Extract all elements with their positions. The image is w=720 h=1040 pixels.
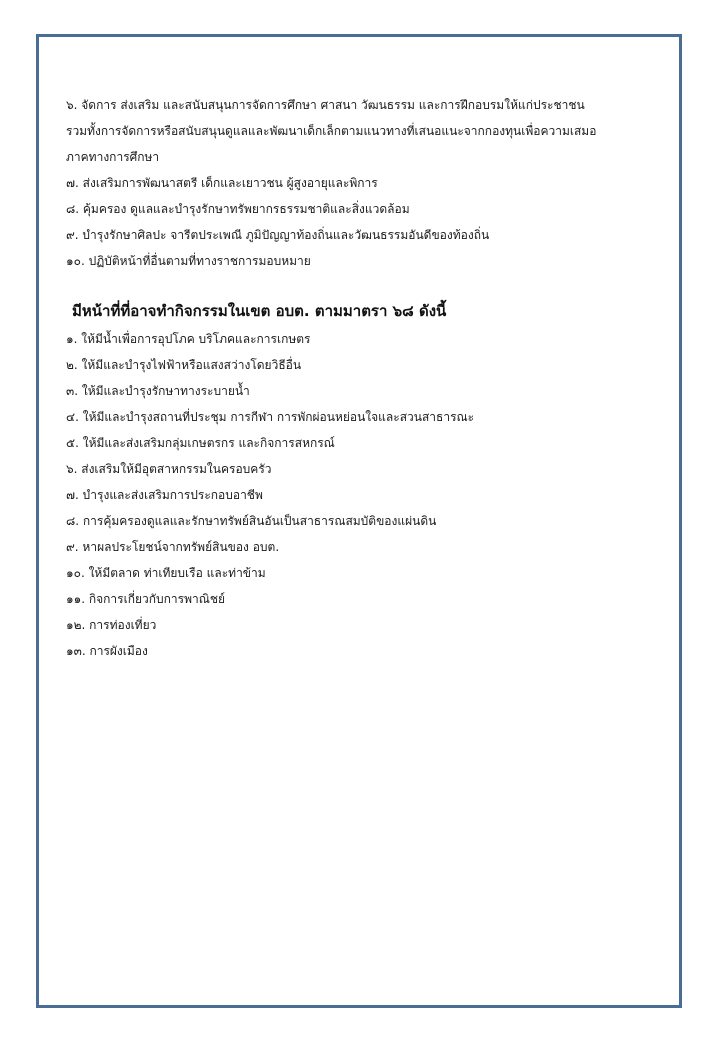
- duty-line: ๖. จัดการ ส่งเสริม และสนับสนุนการจัดการศึกษา ศาสนา วัฒนธรรม และการฝึกอบรมให้แก่ประชาชน: [66, 98, 585, 112]
- duty-line: รวมทั้งการจัดการหรือสนับสนุนดูแลและพัฒนาเด็กเล็กตามแนวทางที่เสนอแนะจากกองทุนเพื่อความเสมอ: [66, 124, 597, 138]
- list-item: ๙. หาผลประโยชน์จากทรัพย์สินของ อบต.: [66, 540, 280, 554]
- list-item: ๕. ให้มีและส่งเสริมกลุ่มเกษตรกร และกิจการสหกรณ์: [66, 436, 335, 450]
- list-item: ๑๓. การผังเมือง: [66, 644, 148, 658]
- list-item: ๑๐. ให้มีตลาด ท่าเทียบเรือ และท่าข้าม: [66, 566, 266, 580]
- document-body: [66, 92, 666, 664]
- list-item: ๒. ให้มีและบำรุงไฟฟ้าหรือแสงสว่างโดยวิธีอื่น: [66, 358, 302, 372]
- duty-line: ภาคทางการศึกษา: [66, 150, 160, 164]
- duty-line: ๑๐. ปฏิบัติหน้าที่อื่นตามที่ทางราชการมอบหมาย: [66, 254, 311, 268]
- list-item: ๑๑. กิจการเกี่ยวกับการพาณิชย์: [66, 592, 226, 606]
- list-item: ๑. ให้มีน้ำเพื่อการอุปโภค บริโภคและการเกษตร: [66, 332, 311, 346]
- list-item: ๘. การคุ้มครองดูแลและรักษาทรัพย์สินอันเป็นสาธารณสมบัติของแผ่นดิน: [66, 514, 437, 528]
- duty-line: ๗. ส่งเสริมการพัฒนาสตรี เด็กและเยาวชน ผู้สูงอายุและพิการ: [66, 176, 378, 190]
- list-item: ๖. ส่งเสริมให้มีอุตสาหกรรมในครอบครัว: [66, 462, 272, 476]
- section-heading: มีหน้าที่ที่อาจทำกิจกรรมในเขต อบต. ตามมาตรา ๖๘ ดังนี้: [72, 302, 447, 320]
- duties-list-continued: [66, 92, 666, 274]
- list-item: ๔. ให้มีและบำรุงสถานที่ประชุม การกีฬา การพักผ่อนหย่อนใจและสวนสาธารณะ: [66, 410, 475, 424]
- list-item: ๑๒. การท่องเที่ยว: [66, 618, 157, 632]
- duty-line: ๘. คุ้มครอง ดูแลและบำรุงรักษาทรัพยากรธรรมชาติและสิ่งแวดล้อม: [66, 202, 410, 216]
- duty-line: ๙. บำรุงรักษาศิลปะ จารีตประเพณี ภูมิปัญญาท้องถิ่นและวัฒนธรรมอันดีของท้องถิ่น: [66, 228, 490, 242]
- optional-duties-list: [66, 326, 666, 664]
- list-item: ๓. ให้มีและบำรุงรักษาทางระบายน้ำ: [66, 384, 250, 398]
- list-item: ๗. บำรุงและส่งเสริมการประกอบอาชีพ: [66, 488, 263, 502]
